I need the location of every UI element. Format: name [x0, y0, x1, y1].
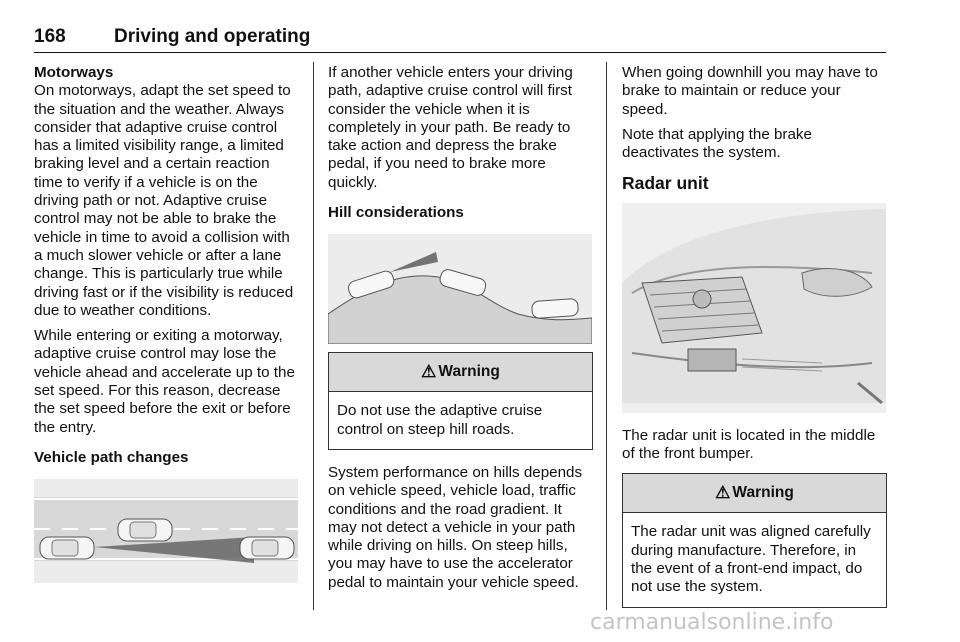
paragraph: The radar unit is located in the middle of the front bumper.	[622, 426, 876, 463]
column-3	[622, 64, 887, 608]
warning-triangle-icon: ⚠	[421, 362, 437, 382]
column-2	[328, 64, 593, 599]
paragraph: On motorways, adapt the set speed to the situation and the weather. Always consider that adaptive cruise control has a limited visibility range, a limited braking level and a certain reaction time to verify if a vehicle is on the driving path or not. Adaptive cruise control may not be able to brake the vehicle in time to avoid a collision with a much slower vehicle or after a lane change. This is particularly true while driving fast or if the visibility is reduced due to weather conditions.	[34, 82, 294, 319]
motorways-heading: Motorways	[34, 64, 114, 81]
hill-illustration	[328, 234, 592, 344]
watermark: carmanualsonline.info	[590, 610, 834, 635]
section-title: Driving and operating	[114, 26, 311, 47]
paragraph: System performance on hills depends on vehicle speed, vehicle load, traffic conditions and the road gradient. It may not detect a vehicle in your path while driving on hills. On steep hills, you may have to use the accelerator pedal to maintain your vehicle speed.	[328, 463, 583, 591]
page-number: 168	[34, 26, 66, 47]
warning-box	[328, 352, 593, 450]
warning-box	[622, 473, 887, 607]
car-icon	[531, 299, 578, 319]
car-icon	[40, 537, 94, 559]
car-icon	[240, 537, 294, 559]
car-icon	[118, 519, 172, 541]
warning-text: Do not use the adaptive cruise control on steep hill roads.	[337, 402, 543, 438]
warning-title: Warning	[438, 363, 500, 381]
vehicle-path-illustration	[34, 479, 298, 583]
column-divider	[606, 62, 607, 610]
column-1	[34, 64, 299, 583]
paragraph: While entering or exiting a motorway, adaptive cruise control may lose the vehicle ahead and accelerate up to the set speed. For this reason, decrease the set speed before the exit or before the entry.	[34, 327, 295, 436]
page-header	[34, 26, 886, 53]
hill-considerations-heading: Hill considerations	[328, 204, 464, 222]
radar-unit-heading: Radar unit	[622, 173, 709, 194]
vehicle-path-heading: Vehicle path changes	[34, 448, 189, 466]
paragraph: When going downhill you may have to brake to maintain or reduce your speed.	[622, 64, 878, 118]
paragraph: If another vehicle enters your driving path, adaptive cruise control will first consider the vehicle when it is completely in your path. Be ready to take action and depress the brake pedal, if you need to brake more quickly.	[328, 64, 573, 191]
warning-title: Warning	[732, 484, 794, 502]
warning-text: The radar unit was aligned carefully during manufacture. Therefore, in the event of a front-end impact, do not use the system.	[631, 523, 871, 596]
radar-sensor	[688, 349, 736, 371]
warning-header	[329, 353, 592, 392]
paragraph: Note that applying the brake deactivates the system.	[622, 125, 812, 162]
warning-triangle-icon: ⚠	[715, 483, 731, 503]
column-divider	[313, 62, 314, 610]
radar-unit-illustration	[622, 203, 886, 413]
warning-header	[623, 474, 886, 513]
